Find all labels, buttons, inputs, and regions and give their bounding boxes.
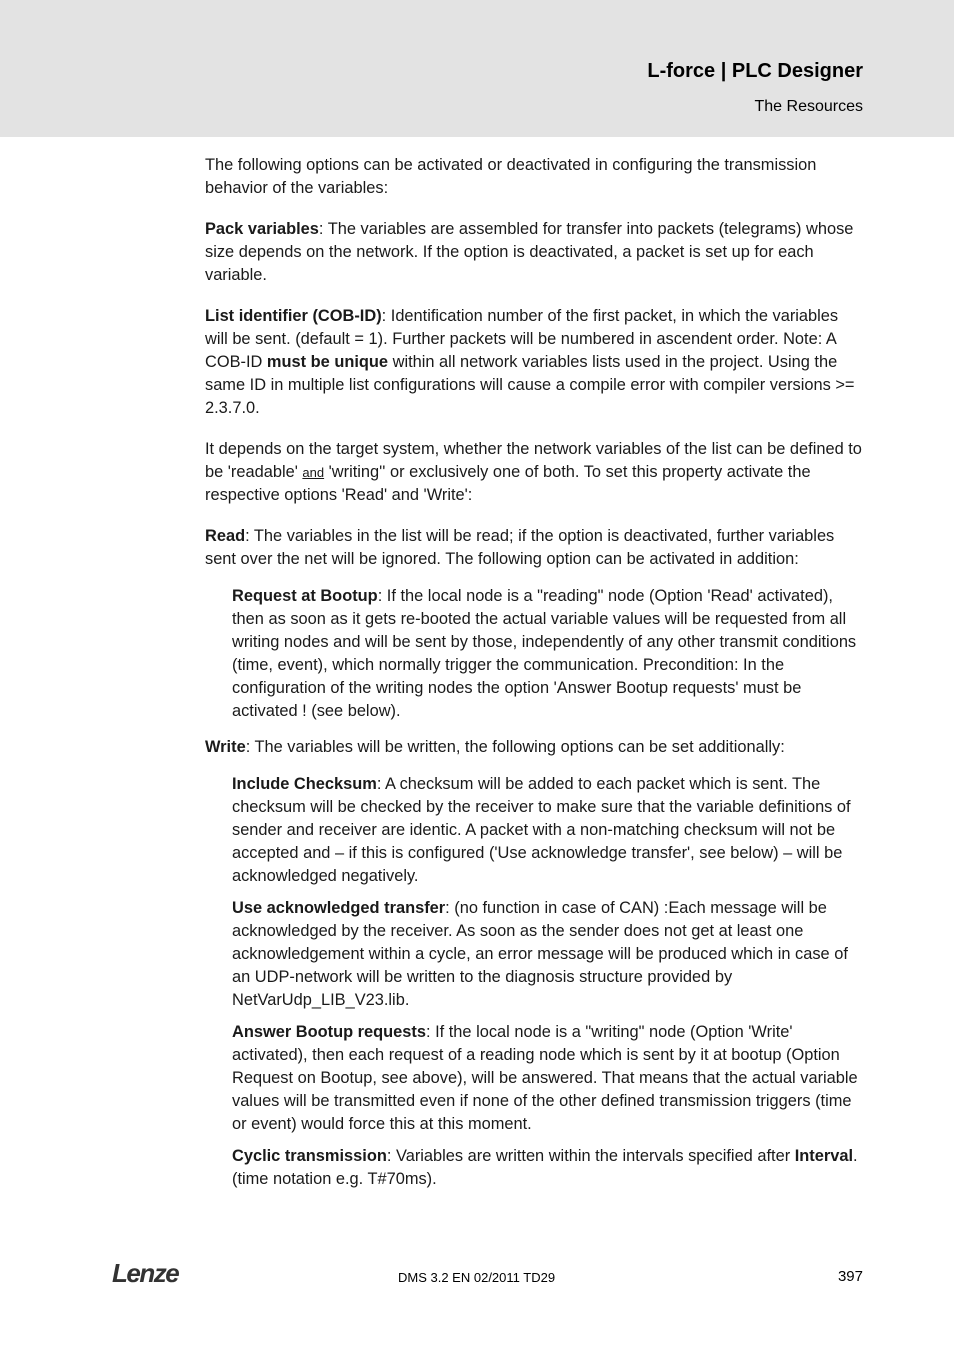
answer-bootup-paragraph bbox=[232, 1021, 865, 1136]
lenze-logo-text: Lenze bbox=[112, 1260, 179, 1288]
checksum-term: Include Checksum bbox=[232, 775, 377, 793]
checksum-paragraph bbox=[232, 773, 865, 888]
target-text-2: 'writing'' or exclusively one of both. To set this property activate the respective options 'Read' and 'Write': bbox=[205, 463, 811, 504]
read-text: : The variables in the list will be read; if the option is deactivated, further variables sent over the net will be ignored. The following option can be activated in addition: bbox=[205, 527, 835, 568]
cobid-paragraph bbox=[205, 305, 865, 420]
checksum-text: : A checksum will be added to each packet which is sent. The checksum will be checked by the receiver to make sure that the variable definitions of sender and receiver are identic. A packet with a non-matching checksum will not be accepted and – if this is configured ('Use acknowledge transfer', see below) – will be acknowledged negatively. bbox=[232, 775, 851, 885]
write-text: : The variables will be written, the following options can be set additionally: bbox=[245, 738, 785, 756]
answer-bootup-text: : If the local node is a "writing" node (Option 'Write' activated), then each request of a reading node which is sent by it at bootup (Option Request on Bootup, see above), will be answered. That means that the actual variable values will be transmitted even if none of the other defined transmission triggers (time or event) would force this at this moment. bbox=[232, 1023, 858, 1133]
intro-paragraph bbox=[205, 154, 865, 200]
page-content bbox=[205, 154, 865, 1200]
answer-bootup-term: Answer Bootup requests bbox=[232, 1023, 426, 1041]
ack-transfer-paragraph bbox=[232, 897, 865, 1012]
cobid-emphasis: must be unique bbox=[266, 353, 389, 371]
pack-variables-paragraph bbox=[205, 218, 865, 287]
write-term: Write bbox=[205, 738, 246, 756]
write-paragraph bbox=[205, 736, 865, 759]
page-header bbox=[0, 0, 954, 137]
cyclic-paragraph bbox=[232, 1145, 865, 1191]
request-bootup-paragraph bbox=[232, 585, 865, 723]
footer-document-id: DMS 3.2 EN 02/2011 TD29 bbox=[398, 1270, 556, 1285]
pack-variables-term: Pack variables bbox=[205, 220, 319, 238]
target-and: and bbox=[302, 465, 325, 480]
cyclic-term: Cyclic transmission bbox=[232, 1147, 387, 1165]
cyclic-text-1: : Variables are written within the intervals specified after bbox=[386, 1147, 795, 1165]
lenze-logo bbox=[112, 1260, 192, 1288]
cobid-text-1: : Identification number of the first packet, in which the variables will be sent. (default = 1). Further packets will be numbered in ascendent order. Note: A COB-ID bbox=[205, 307, 839, 371]
intro-text: The following options can be activated or deactivated in configuring the transmission behavior of the variables: bbox=[205, 156, 817, 197]
read-paragraph bbox=[205, 525, 865, 571]
cobid-text-2: within all network variables lists used in the project. Using the same ID in multiple list configurations will cause a compile error with compiler versions >= 2.3.7.0. bbox=[205, 353, 855, 417]
header-subtitle: The Resources bbox=[754, 98, 863, 115]
header-title: L-force | PLC Designer bbox=[647, 60, 863, 82]
target-text-1: It depends on the target system, whether the network variables of the list can be defined to be 'readable' bbox=[205, 440, 862, 481]
ack-transfer-term: Use acknowledged transfer bbox=[232, 899, 446, 917]
target-system-paragraph bbox=[205, 438, 865, 507]
read-term: Read bbox=[205, 527, 246, 545]
page-number: 397 bbox=[837, 1268, 863, 1285]
cyclic-emphasis: Interval bbox=[794, 1147, 854, 1165]
request-bootup-term: Request at Bootup bbox=[232, 587, 378, 605]
cobid-term: List identifier (COB-ID) bbox=[205, 307, 382, 325]
pack-variables-text: : The variables are assembled for transfer into packets (telegrams) whose size depends on the network. If the option is deactivated, a packet is set up for each variable. bbox=[205, 220, 854, 284]
cyclic-text-2: . (time notation e.g. T#70ms). bbox=[232, 1147, 858, 1188]
request-bootup-text: : If the local node is a "reading" node (Option 'Read' activated), then as soon as it gets re-booted the actual variable values will be requested from all writing nodes and will be sent by those, independently of any other transmit conditions (time, event), which normally trigger the communication. Precondition: In the configuration of the writing nodes the option 'Answer Bootup requests' must be activated ! (see below). bbox=[232, 587, 857, 720]
ack-transfer-text: : (no function in case of CAN) :Each message will be acknowledged by the receiver. As soon as the sender does not get at least one acknowledgement within a cycle, an error message will be produced which in case of an UDP-network will be written to the diagnosis structure provided by NetVarUdp_LIB_V23.lib. bbox=[232, 899, 848, 1009]
